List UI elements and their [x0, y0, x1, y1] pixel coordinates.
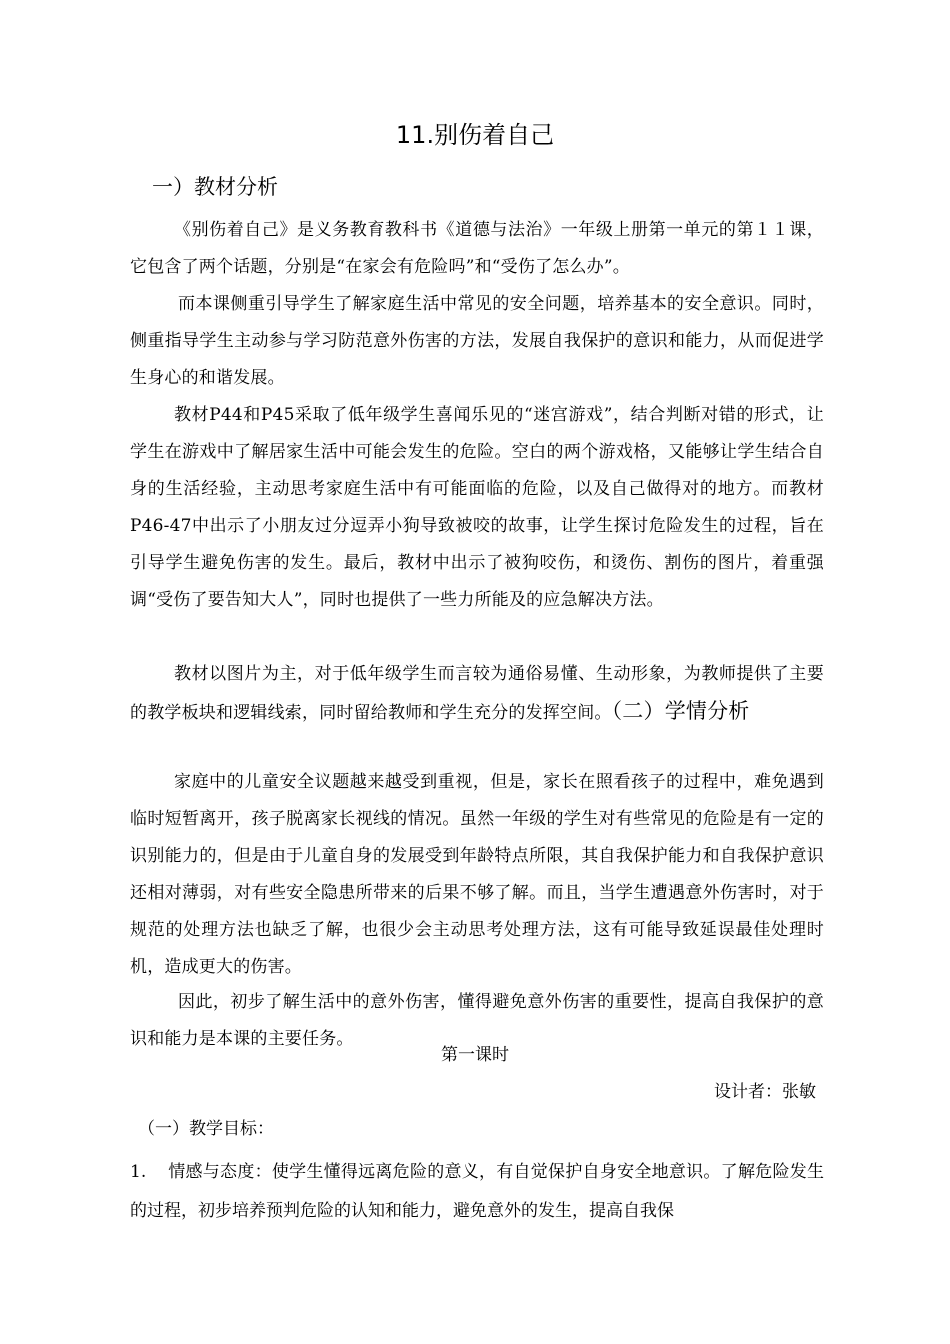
paragraph-4-text: 教材以图片为主，对于低年级学生而言较为通俗易懂、生动形象，为教师提供了主要的教学板块和逻辑线索，同时留给教师和学生充分的发挥空间。 — [130, 664, 824, 723]
section-heading-student-analysis: （二）学情分析 — [611, 699, 750, 723]
lesson-label: 第一课时 — [441, 1045, 509, 1065]
goal-number: 1. — [130, 1162, 147, 1182]
paragraph-6: 因此，初步了解生活中的意外伤害，懂得避免意外伤害的重要性，提高自我保护的意识和能力是本课的主要任务。 — [130, 992, 824, 1049]
paragraph-2: 而本课侧重引导学生了解家庭生活中常见的安全问题，培养基本的安全意识。同时，侧重指导学生主动参与学习防范意外伤害的方法，发展自我保护的意识和能力，从而促进学生身心的和谐发展。 — [130, 294, 824, 388]
section-heading-textbook-analysis: 一）教材分析 — [152, 175, 278, 199]
designer-credit: 设计者：张敏 — [714, 1082, 816, 1102]
document-title: 11.别伤着自己 — [395, 121, 555, 149]
teaching-goals-heading: （一）教学目标： — [138, 1119, 274, 1139]
goal-text: 情感与态度：使学生懂得远离危险的意义，有自觉保护自身安全地意识。了解危险发生的过程，初步培养预判危险的认知和能力，避免意外的发生，提高自我保 — [130, 1162, 824, 1221]
paragraph-1: 《别伤着自己》是义务教育教科书《道德与法治》一年级上册第一单元的第１１课，它包含了两个话题，分别是“在家会有危险吗”和“受伤了怎么办”。 — [130, 220, 824, 277]
paragraph-4 — [130, 656, 824, 732]
paragraph-5: 家庭中的儿童安全议题越来越受到重视，但是，家长在照看孩子的过程中，难免遇到临时短暂离开，孩子脱离家长视线的情况。虽然一年级的学生对有些常见的危险是有一定的识别能力的，但是由于儿童自身的发展受到年龄特点所限，其自我保护能力和自我保护意识还相对薄弱，对有些安全隐患所带来的后果不够了解。而且，当学生遭遇意外伤害时，对于规范的处理方法也缺乏了解，也很少会主动思考处理方法，这有可能导致延误最佳处理时机，造成更大的伤害。 — [130, 772, 824, 977]
goal-item-1 — [130, 1153, 824, 1231]
paragraph-3: 教材P44和P45采取了低年级学生喜闻乐见的“迷宫游戏”，结合判断对错的形式，让学生在游戏中了解居家生活中可能会发生的危险。空白的两个游戏格，又能够让学生结合自身的生活经验，主动思考家庭生活中有可能面临的危险，以及自己做得对的地方。而教材P46-47中出示了小朋友过分逗弄小狗导致被咬的故事，让学生探讨危险发生的过程，旨在引导学生避免伤害的发生。最后，教材中出示了被狗咬伤，和烫伤、割伤的图片，着重强调“受伤了要告知大人”，同时也提供了一些力所能及的应急解决方法。 — [130, 405, 824, 610]
